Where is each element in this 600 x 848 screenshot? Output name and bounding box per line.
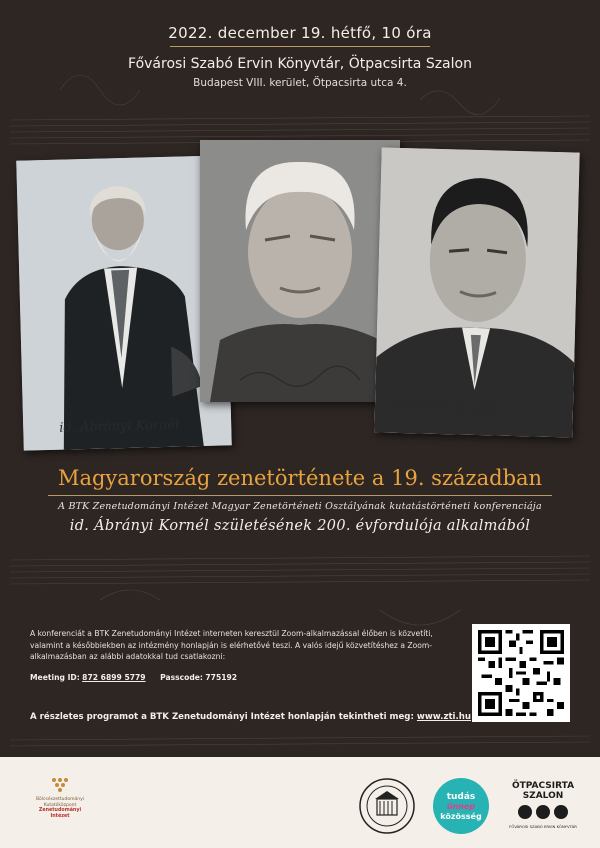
- otpacsirta-logo-line3: FŐVÁROSI SZABÓ ERVIN KÖNYVTÁR: [509, 824, 577, 829]
- zti-logo: [30, 777, 90, 819]
- qr-code-pattern: [478, 630, 564, 716]
- tudas-logo-line2: ünnep: [446, 802, 476, 811]
- footer-logos: [0, 757, 600, 848]
- conference-subtitle: A BTK Zenetudományi Intézet Magyar Zenetörténeti Osztályának kutatástörténeti konferenciája: [58, 501, 542, 512]
- portrait-photo-nemeth: [374, 147, 579, 437]
- fszek-seal-logo: [358, 777, 416, 835]
- otpacsirta-logo-icons: [503, 805, 583, 821]
- program-info: [30, 712, 471, 722]
- circle-icon: [554, 805, 568, 819]
- portrait-photo-middle: [200, 140, 400, 402]
- signature-abranyi: id. Ábrányi Kornél: [59, 417, 180, 436]
- zti-logo-line1: Bölcsészettudományi: [35, 797, 85, 802]
- event-venue: Fővárosi Szabó Ervin Könyvtár, Ötpacsirta Szalon: [128, 56, 472, 72]
- qr-code[interactable]: [472, 624, 570, 722]
- zti-logo-line3: Zenetudományi: [38, 808, 82, 813]
- zti-logo-line4: Intézet: [50, 813, 70, 819]
- event-date: 2022. december 19. hétfő, 10 óra: [168, 24, 432, 42]
- streaming-info-text: A konferenciát a BTK Zenetudományi Intézet interneten keresztül Zoom-alkalmazással élőben is közvetíti, valamint a későbbiekben az intézmény honlapján is elérhetővé teszi. A valós idejű közvetítéshez a Zoom-alkalmazásban az alábbi adatokkal tud csatlakozni:: [30, 629, 433, 661]
- otpacsirta-logo-line1: ÖTPACSIRTA: [511, 781, 575, 791]
- header-divider: [170, 46, 430, 47]
- zti-logo-mark: [50, 777, 70, 793]
- otpacsirta-logo-line2: SZALON: [522, 791, 564, 801]
- otpacsirta-szalon-logo: [503, 781, 583, 829]
- passcode-value: 775192: [205, 673, 238, 682]
- zoom-meeting-details: [30, 673, 237, 682]
- program-info-text: A részletes programot a BTK Zenetudományi Intézet honlapján tekintheti meg:: [30, 712, 414, 722]
- zti-logo-line2: Kutatóközpont: [43, 802, 77, 808]
- meeting-id-value[interactable]: 872 6899 5779: [82, 673, 146, 682]
- circle-icon: [518, 805, 532, 819]
- passcode-label: Passcode:: [160, 673, 203, 682]
- tudas-kozosseg-logo: [433, 778, 489, 834]
- conference-occasion: id. Ábrányi Kornél születésének 200. évfordulója alkalmából: [69, 518, 531, 534]
- tudas-logo-line1: tudás: [446, 792, 476, 802]
- website-link[interactable]: www.zti.hu: [416, 712, 471, 722]
- event-address: Budapest VIII. kerület, Ötpacsirta utca 4.: [193, 77, 407, 89]
- signature-nemeth: Németh Amadé: [394, 398, 498, 417]
- circle-icon: [536, 805, 550, 819]
- conference-title: Magyarország zenetörténete a 19. században: [57, 466, 543, 490]
- meeting-id-label: Meeting ID:: [30, 673, 80, 682]
- portrait-middle-image: [200, 140, 400, 402]
- title-divider: [48, 495, 552, 496]
- portrait-nemeth-image: [374, 147, 579, 437]
- tudas-logo-line3: közösség: [440, 812, 482, 821]
